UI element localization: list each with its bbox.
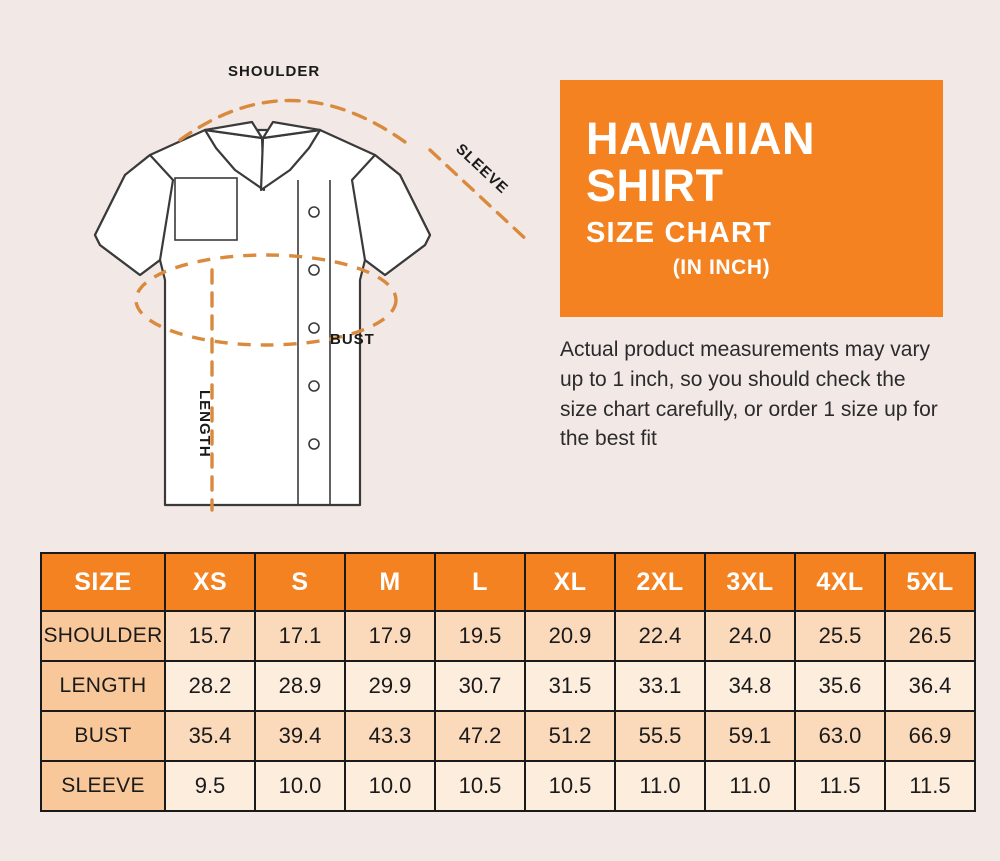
title-subtitle: SIZE CHART (586, 217, 772, 250)
table-cell: 51.2 (525, 711, 615, 761)
table-row (41, 611, 975, 661)
table-header-cell: L (435, 553, 525, 611)
label-shoulder: SHOULDER (228, 63, 321, 80)
table-cell: 22.4 (615, 611, 705, 661)
table-header-cell: M (345, 553, 435, 611)
table-cell: 66.9 (885, 711, 975, 761)
table-header-cell: 5XL (885, 553, 975, 611)
table-header-row (41, 553, 975, 611)
table-cell: 30.7 (435, 661, 525, 711)
title-line-1: HAWAIIAN (586, 112, 815, 164)
table-cell: 59.1 (705, 711, 795, 761)
table-cell: 31.5 (525, 661, 615, 711)
size-table-wrapper (40, 552, 960, 812)
table-row (41, 761, 975, 811)
table-cell: 11.5 (795, 761, 885, 811)
table-header-cell: S (255, 553, 345, 611)
table-cell: 19.5 (435, 611, 525, 661)
table-cell: 47.2 (435, 711, 525, 761)
row-label: SHOULDER (41, 611, 165, 661)
table-cell: 43.3 (345, 711, 435, 761)
table-cell: 25.5 (795, 611, 885, 661)
table-header-cell: 3XL (705, 553, 795, 611)
table-header-cell: SIZE (41, 553, 165, 611)
table-cell: 15.7 (165, 611, 255, 661)
table-cell: 17.9 (345, 611, 435, 661)
table-header-cell: XS (165, 553, 255, 611)
table-cell: 10.0 (255, 761, 345, 811)
table-cell: 24.0 (705, 611, 795, 661)
table-header-cell: 4XL (795, 553, 885, 611)
row-label: LENGTH (41, 661, 165, 711)
table-cell: 11.0 (705, 761, 795, 811)
table-row (41, 711, 975, 761)
row-label: SLEEVE (41, 761, 165, 811)
table-cell: 28.9 (255, 661, 345, 711)
table-cell: 35.6 (795, 661, 885, 711)
table-cell: 63.0 (795, 711, 885, 761)
measurement-note: Actual product measurements may vary up to 1 inch, so you should check the size chart carefully, or order 1 size up for the best fit (560, 338, 938, 451)
label-sleeve: SLEEVE (452, 140, 512, 198)
table-cell: 39.4 (255, 711, 345, 761)
table-cell: 17.1 (255, 611, 345, 661)
table-cell: 26.5 (885, 611, 975, 661)
row-label: BUST (41, 711, 165, 761)
title-unit: (IN INCH) (672, 256, 771, 280)
table-cell: 10.5 (435, 761, 525, 811)
table-cell: 33.1 (615, 661, 705, 711)
table-cell: 55.5 (615, 711, 705, 761)
table-cell: 36.4 (885, 661, 975, 711)
title-line-2: SHIRT (586, 160, 724, 211)
table-cell: 10.5 (525, 761, 615, 811)
shirt-illustration (30, 30, 550, 520)
table-cell: 10.0 (345, 761, 435, 811)
table-header-cell: 2XL (615, 553, 705, 611)
table-cell: 35.4 (165, 711, 255, 761)
table-cell: 9.5 (165, 761, 255, 811)
label-bust: BUST (330, 331, 375, 348)
table-cell: 11.5 (885, 761, 975, 811)
info-panel (560, 80, 945, 454)
table-cell: 29.9 (345, 661, 435, 711)
title-box (560, 80, 943, 317)
table-row (41, 661, 975, 711)
table-cell: 20.9 (525, 611, 615, 661)
table-cell: 28.2 (165, 661, 255, 711)
label-length: LENGTH (196, 390, 213, 458)
table-cell: 11.0 (615, 761, 705, 811)
table-cell: 34.8 (705, 661, 795, 711)
size-table (40, 552, 976, 812)
table-header-cell: XL (525, 553, 615, 611)
